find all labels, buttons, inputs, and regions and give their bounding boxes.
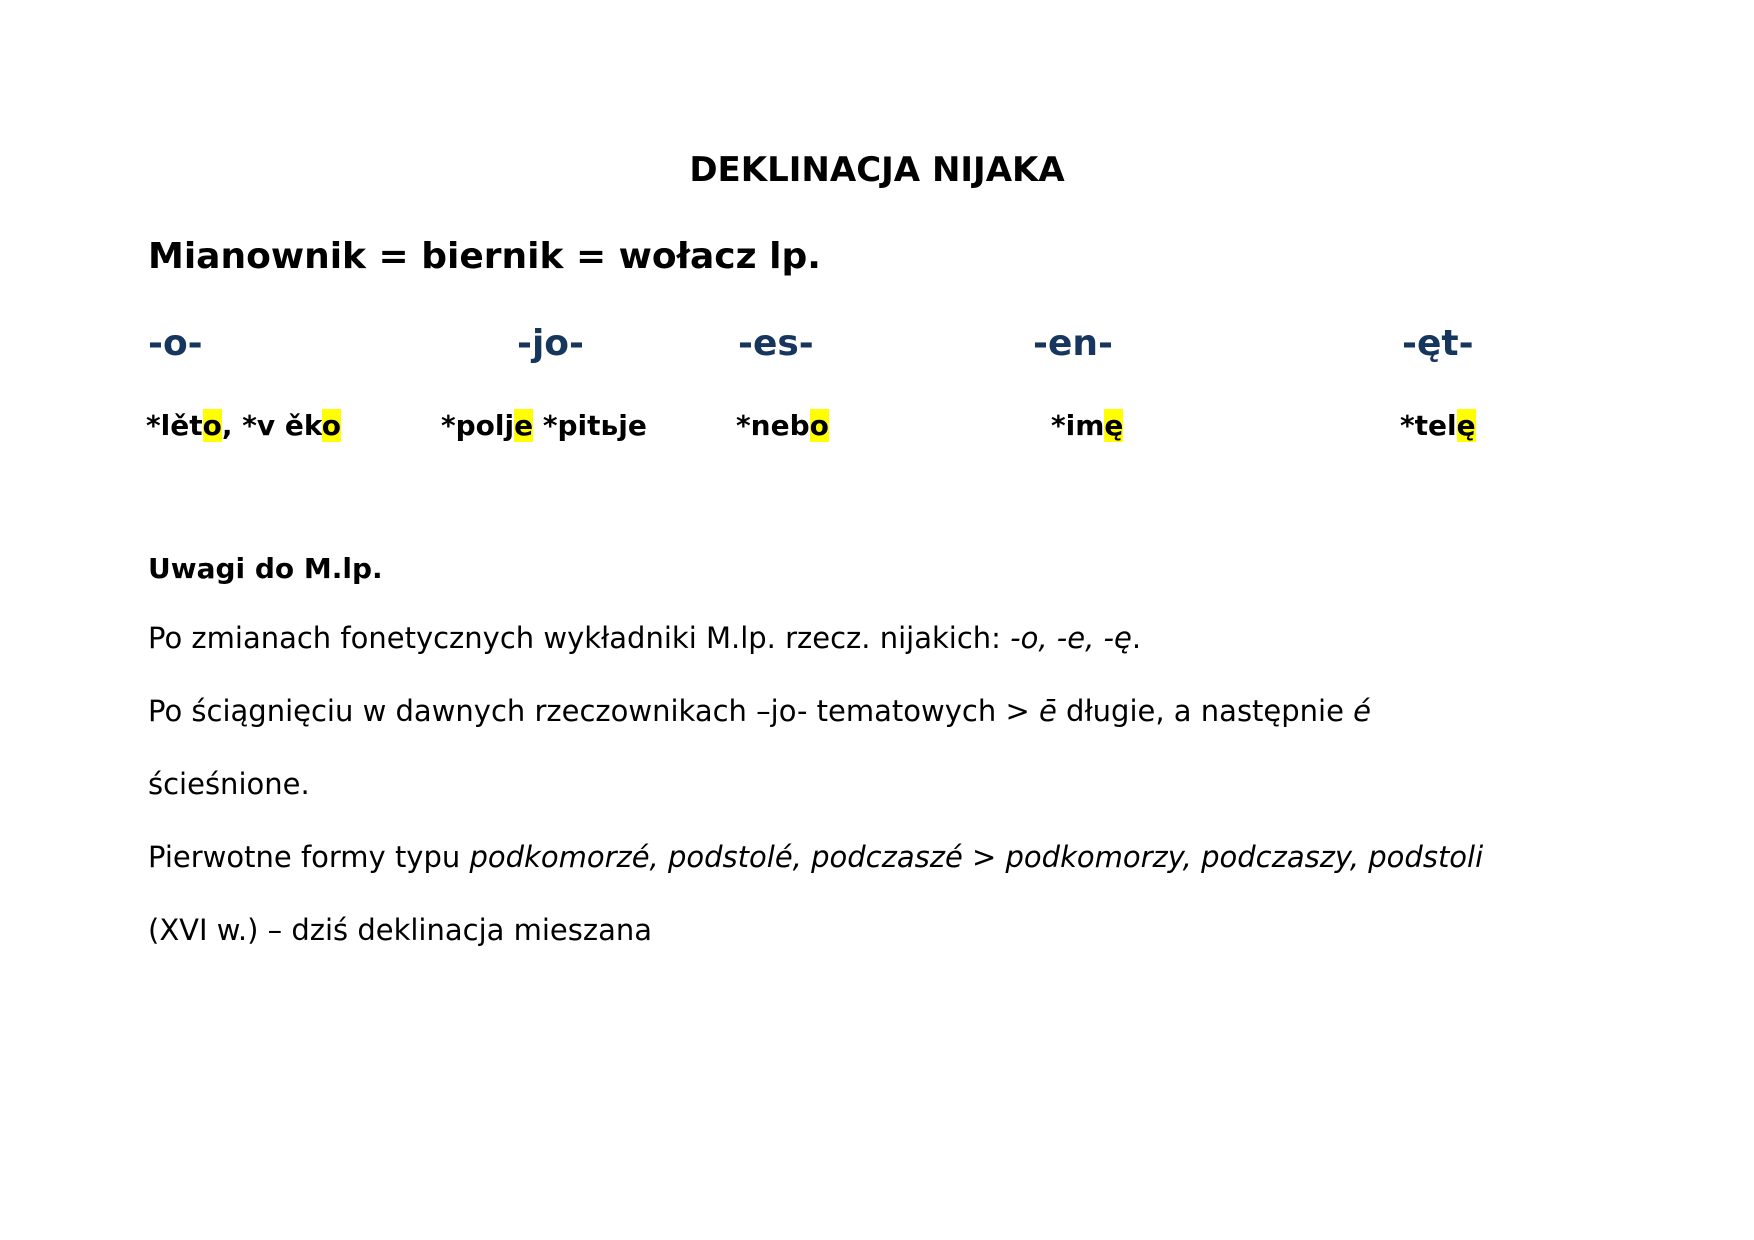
stem-jo: -jo- xyxy=(517,323,584,364)
stem-es: -es- xyxy=(738,323,814,364)
note-italic: ē xyxy=(1038,694,1057,728)
case-heading: Mianownik = biernik = wołacz lp. xyxy=(148,236,821,277)
example-text: *im xyxy=(1051,409,1105,442)
note-italic: é xyxy=(1353,694,1372,728)
example-jo xyxy=(441,408,647,444)
ending-highlight: o xyxy=(202,409,222,442)
note-line xyxy=(148,619,1141,657)
note-text: Po ściągnięciu w dawnych rzeczownikach –jo- tematowych > xyxy=(148,694,1039,728)
example-en xyxy=(1051,408,1123,444)
note-line xyxy=(148,838,1483,876)
example-text: *tel xyxy=(1400,409,1457,442)
note-text: . xyxy=(1131,621,1142,655)
example-o xyxy=(146,408,341,444)
note-line: ścieśnione. xyxy=(148,767,310,801)
example-et xyxy=(1400,408,1476,444)
note-italic: -o, -e, -ę xyxy=(1010,621,1132,655)
note-text: Pierwotne formy typu xyxy=(148,840,470,874)
ending-highlight: ę xyxy=(1456,409,1476,442)
example-text: *neb xyxy=(736,409,810,442)
example-text: , *v ěk xyxy=(221,409,322,442)
note-line: (XVI w.) – dziś deklinacja mieszana xyxy=(148,913,653,947)
stem-et: -ęt- xyxy=(1402,323,1474,364)
stem-en: -en- xyxy=(1033,323,1113,364)
example-text: *polj xyxy=(441,409,515,442)
example-text: *lět xyxy=(146,409,203,442)
stem-o: -o- xyxy=(148,323,203,364)
note-italic: podkomorzé, podstolé, podczaszé > podkomorzy, podczaszy, podstoli xyxy=(469,840,1484,874)
ending-highlight: o xyxy=(321,409,342,442)
ending-highlight: e xyxy=(514,409,534,442)
page-title: DEKLINACJA NIJAKA xyxy=(689,150,1065,190)
example-es xyxy=(736,408,829,444)
note-text: Po zmianach fonetycznych wykładniki M.lp. rzecz. nijakich: xyxy=(148,621,1011,655)
note-line xyxy=(148,692,1371,730)
example-text: *pitьje xyxy=(533,409,647,442)
notes-heading: Uwagi do M.lp. xyxy=(148,552,383,585)
note-text: długie, a następnie xyxy=(1056,694,1354,728)
ending-highlight: o xyxy=(809,409,829,442)
ending-highlight: ę xyxy=(1104,409,1124,442)
